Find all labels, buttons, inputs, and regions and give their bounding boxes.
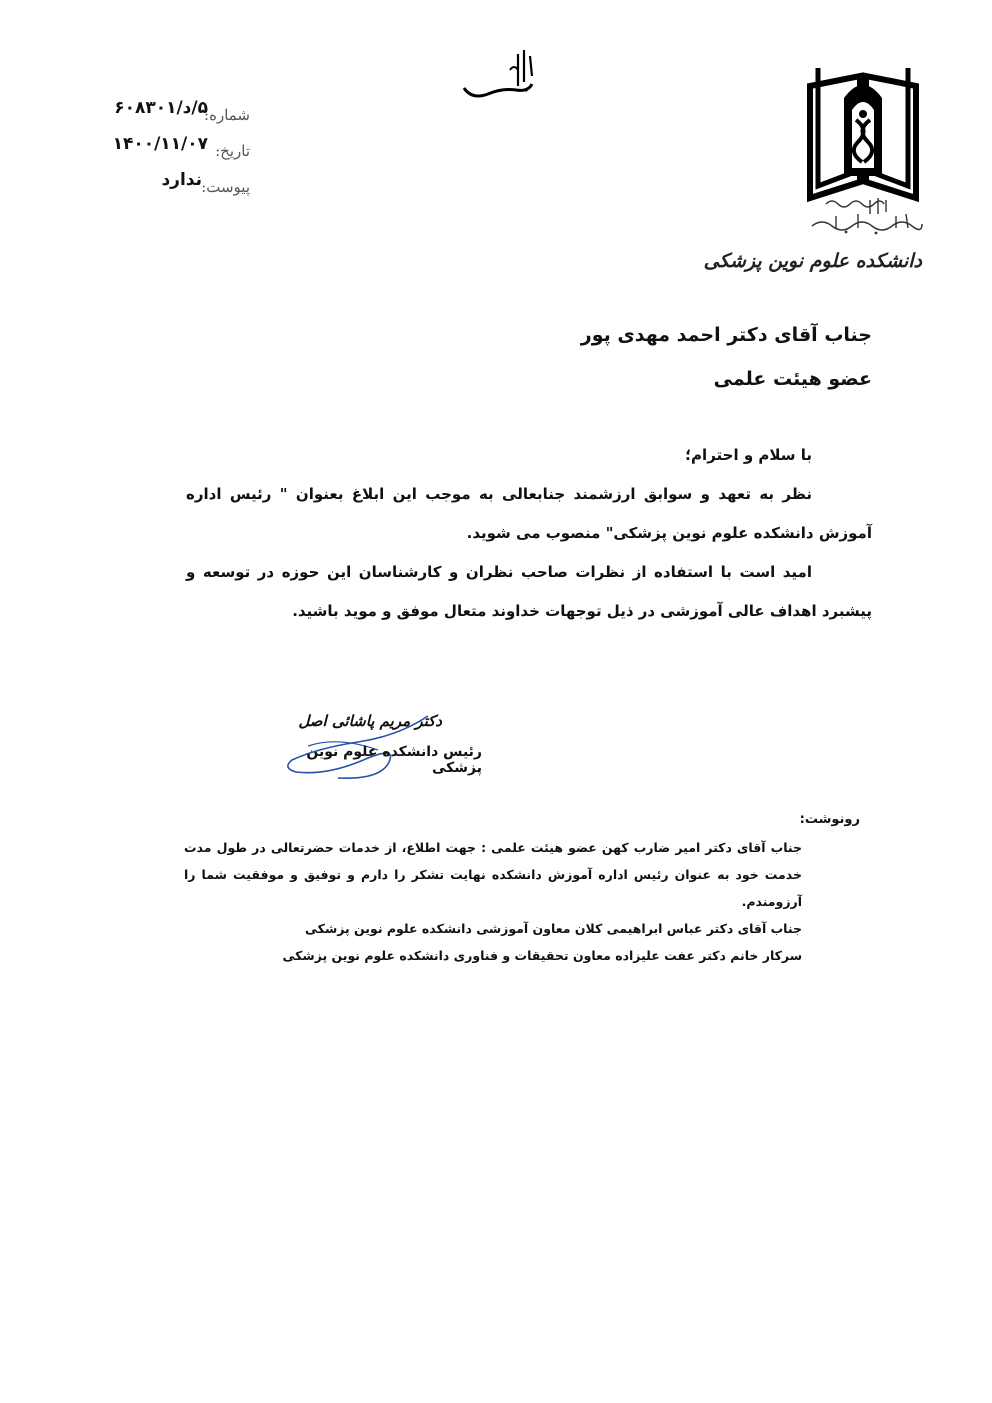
recipient-name: جناب آقای دکتر احمد مهدی پور	[580, 324, 872, 346]
letter-date-row	[110, 132, 270, 168]
number-value: ۵/د/۶۰۸۳۰۱	[114, 98, 208, 118]
attachment-label: پیوست:	[201, 178, 250, 196]
faculty-name: دانشکده علوم نوین پزشکی	[703, 250, 922, 272]
body-paragraph-2: امید است با استفاده از نظرات صاحب نظران و کارشناسان این حوزه در توسعه و پیشبرد اهداف عالی آموزشی در ذیل توجهات خداوند متعال موفق و موید باشید.	[186, 563, 872, 620]
letter-meta	[110, 96, 270, 204]
body-paragraph-1: نظر به تعهد و سوابق ارزشمند جنابعالی به موجب این ابلاغ بعنوان " رئیس اداره آموزش دانشکده علوم نوین پزشکی" منصوب می شوید.	[186, 485, 872, 542]
cc-list	[184, 834, 802, 969]
recipient-position: عضو هیئت علمی	[713, 368, 872, 390]
date-value: ۱۴۰۰/۱۱/۰۷	[112, 134, 208, 154]
cc-item: جناب آقای دکتر امیر ضارب کهن عضو هیئت علمی : جهت اطلاع، از خدمات حضرتعالی در طول مدت خدمت خود به عنوان رئیس اداره آموزش دانشکده نهایت تشکر را دارم و توفیق و موفقیت شما را آرزومندم.	[184, 840, 802, 909]
cc-heading: رونوشت:	[799, 812, 860, 827]
signer-name: دکتر مریم پاشائی اصل	[298, 712, 442, 730]
number-label: شماره:	[204, 106, 250, 124]
greeting: با سلام و احترام؛	[685, 446, 812, 464]
university-emblem-icon	[804, 58, 922, 208]
attachment-value: ندارد	[161, 170, 202, 190]
date-label: تاریخ:	[215, 142, 250, 160]
cc-item: جناب آقای دکتر عباس ابراهیمی کلان معاون آموزشی دانشکده علوم نوین پزشکی	[305, 921, 802, 936]
letter-body	[186, 436, 872, 631]
letter-number-row	[110, 96, 270, 132]
cc-item: سرکار خانم دکتر عفت علیزاده معاون تحقیقات و فناوری دانشکده علوم نوین پزشکی	[282, 948, 802, 963]
logo-script-lettering	[806, 196, 926, 242]
recipient-block	[560, 324, 872, 390]
signer-block	[268, 712, 482, 776]
bismillah-calligraphy	[458, 46, 538, 110]
letter-attachment-row	[110, 168, 270, 204]
signer-title: رئیس دانشکده علوم نوین پزشکی	[306, 744, 482, 776]
